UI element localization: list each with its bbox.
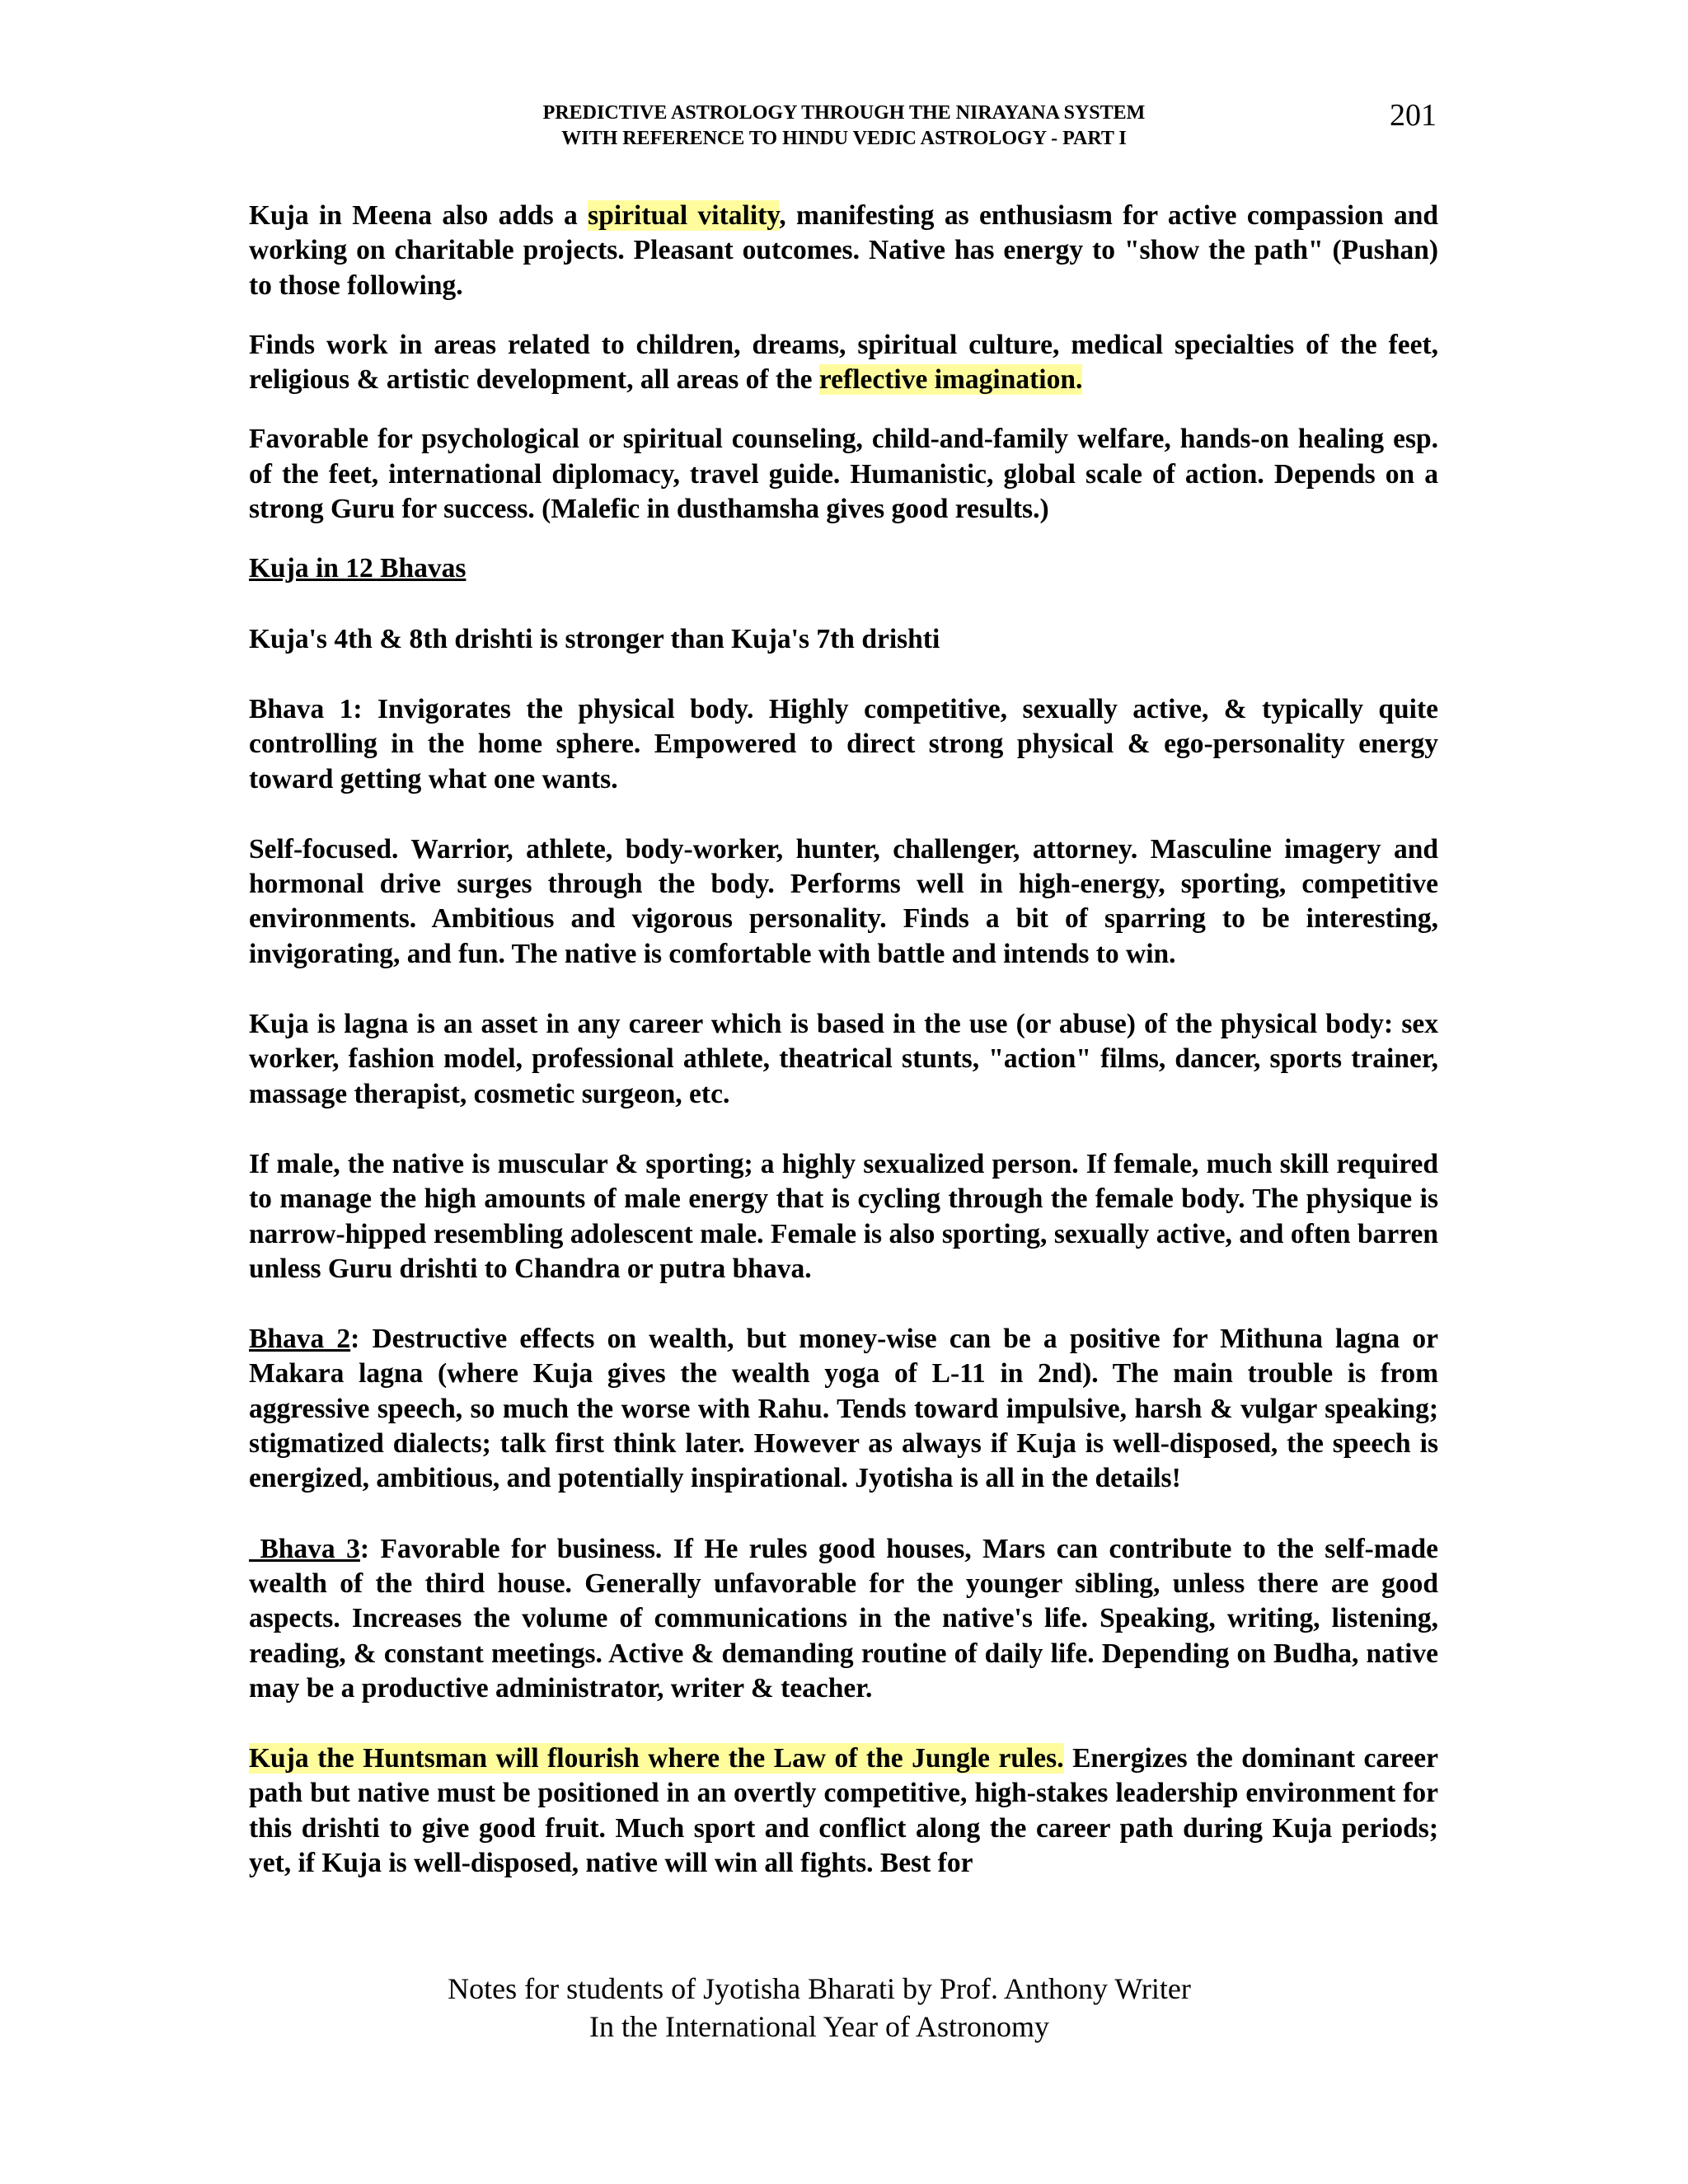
bhava-2-label: Bhava 2 [249, 1324, 351, 1355]
paragraph-huntsman: Kuja the Huntsman will flourish where the Law of the Jungle rules. Energizes the dominant career path but native must be positioned in an overtly competitive, high-stakes leadership environment for this drishti to give good fruit. Much sport and conflict along the career path during Kuja periods; yet, if Kuja is well-disposed, native will win all fights. Best for [249, 1743, 1439, 1878]
page-number: 201 [1390, 98, 1437, 133]
paragraph-lagna-career: Kuja is lagna is an asset in any career which is based in the use (or abuse) of the physical body: sex worker, fashion model, professional athlete, theatrical stunts, "action" films, dancer, sports trainer, massage therapist, cosmetic surgeon, etc. [249, 1009, 1438, 1109]
paragraph-bhava-3: Bhava 3: Favorable for business. If He rules good houses, Mars can contribute to the self-made wealth of the third house. Generally unfavorable for the younger sibling, unless there are good aspects. Increases the volume of communications in the native's life. Speaking, writing, listening, reading, & constant meetings. Active & demanding routine of daily life. Depending on Budha, native may be a productive administrator, writer & teacher. [249, 1533, 1438, 1704]
paragraph-male-female: If male, the native is muscular & sporting; a highly sexualized person. If female, much skill required to manage the high amounts of male energy that is cycling through the female body. The physique is narrow-hipped resembling adolescent male. Female is also sporting, sexually active, and often barren unless Guru drishti to Chandra or putra bhava. [249, 1148, 1438, 1284]
footer-line-1: Notes for students of Jyotisha Bharati by Prof. Anthony Writer [448, 1972, 1191, 2005]
paragraph-bhava-1: Bhava 1: Invigorates the physical body. Highly competitive, sexually active, & typically quite controlling in the home sphere. Empowered to direct strong physical & ego-personality energy toward getting what one wants. [249, 693, 1438, 794]
section-heading: Kuja in 12 Bhavas [249, 553, 467, 584]
paragraph-finds-work: Finds work in areas related to children, dreams, spiritual culture, medical specialties of the feet, religious & artistic development, all areas of the reflective imagination. [249, 329, 1438, 396]
header-line-2: WITH REFERENCE TO HINDU VEDIC ASTROLOGY - PART I [561, 128, 1127, 149]
paragraph-self-focused: Self-focused. Warrior, athlete, body-worker, hunter, challenger, attorney. Masculine imagery and hormonal drive surges through the body. Performs well in high-energy, sporting, competitive environments. Ambitious and vigorous personality. Finds a bit of sparring to be interesting, invigorating, and fun. The native is comfortable with battle and intends to win. [249, 833, 1438, 969]
highlight-reflective-imagination: reflective imagination. [818, 364, 1083, 396]
paragraph-favorable: Favorable for psychological or spiritual counseling, child-and-family welfare, hands-on healing esp. of the feet, international diplomacy, travel guide. Humanistic, global scale of action. Depends on a strong Guru for success. (Malefic in dusthamsha gives good results.) [249, 424, 1438, 525]
header-line-1: PREDICTIVE ASTROLOGY THROUGH THE NIRAYANA SYSTEM [542, 102, 1146, 124]
bhava-3-label: Bhava 3 [249, 1533, 360, 1564]
footer-line-2: In the International Year of Astronomy [589, 2010, 1049, 2043]
highlight-spiritual-vitality: spiritual vitality [588, 200, 780, 231]
page-footer [0, 1970, 1639, 2046]
body-text [249, 199, 1438, 1905]
paragraph-kuja-meena: Kuja in Meena also adds a spiritual vitality, manifesting as enthusiasm for active compassion and working on charitable projects. Pleasant outcomes. Native has energy to "show the path" (Pushan) to those following. [249, 200, 1438, 301]
paragraph-bhava-2: Bhava 2: Destructive effects on wealth, but money-wise can be a positive for Mithuna lagna or Makara lagna (where Kuja gives the wealth yoga of L-11 in 2nd). The main trouble is from aggressive speech, so much the worse with Rahu. Tends toward impulsive, harsh & vulgar speaking; stigmatized dialects; talk first think later. However as always if Kuja is well-disposed, the speech is energized, ambitious, and potentially inspirational. Jyotisha is all in the details! [249, 1324, 1439, 1494]
highlight-huntsman: Kuja the Huntsman will flourish where the Law of the Jungle rules. [249, 1743, 1064, 1774]
paragraph-drishti-note: Kuja's 4th & 8th drishti is stronger than Kuja's 7th drishti [249, 623, 940, 654]
